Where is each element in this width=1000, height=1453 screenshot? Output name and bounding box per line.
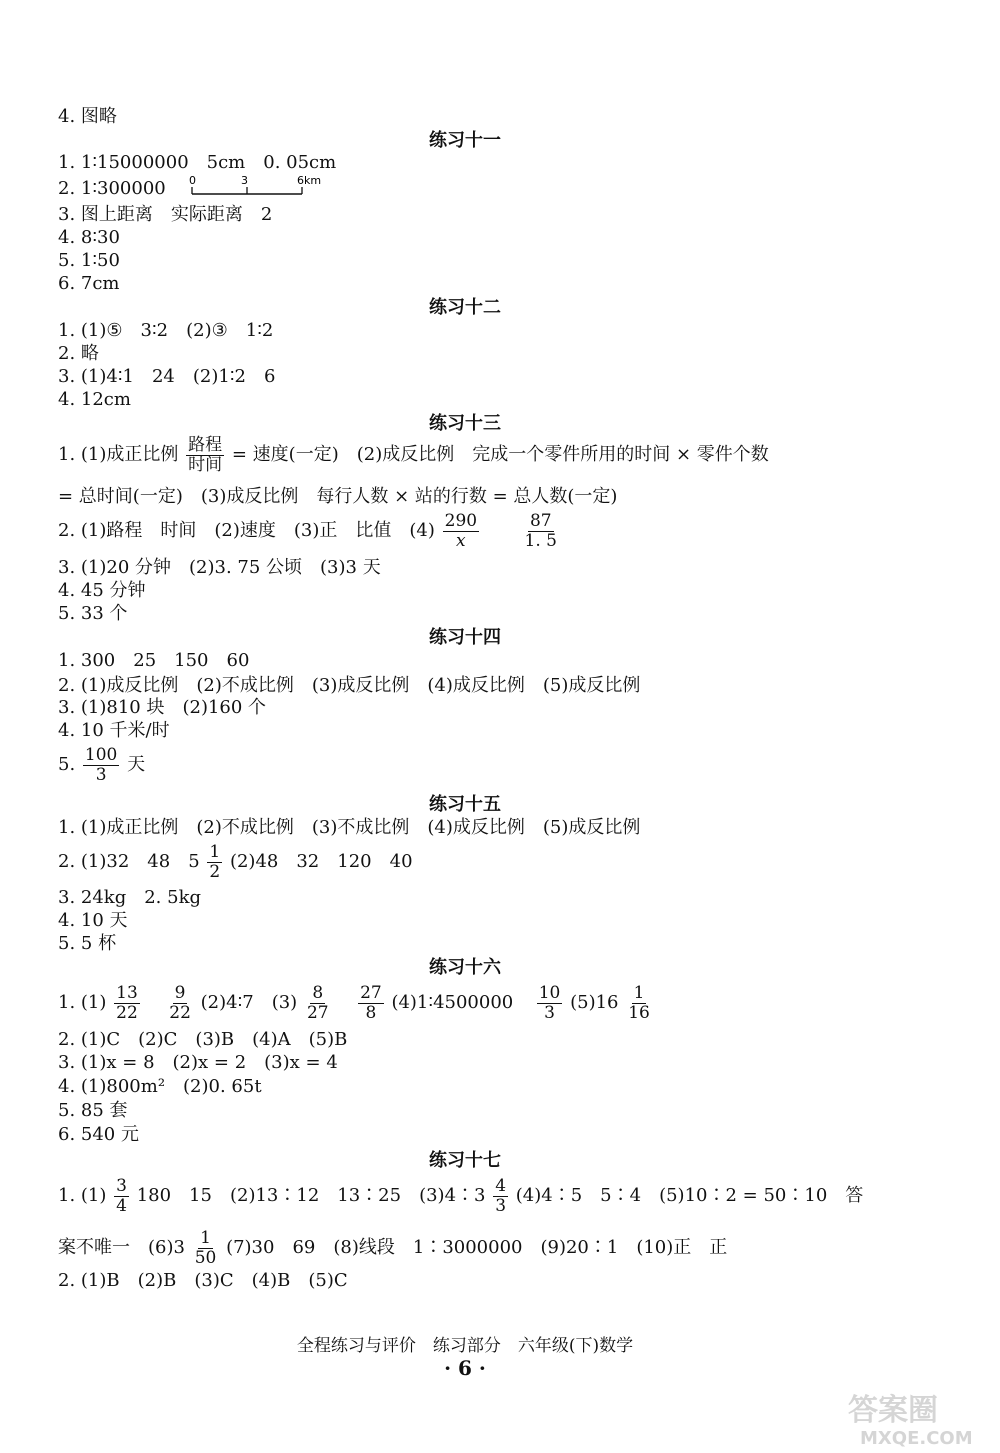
s13-line-1 — [58, 434, 769, 476]
s16-line-3: 3. (1)x = 8 (2)x = 2 (3)x = 4 — [58, 1052, 338, 1073]
s14-line-4: 4. 10 千米/时 — [58, 720, 170, 741]
fraction-denominator: 4 — [116, 1195, 127, 1216]
s16-line-1-d: (5)16 — [570, 992, 619, 1013]
section-title-17: 练习十七 — [429, 1150, 501, 1171]
s16-line-1-b: (2)4∶7 (3) — [200, 992, 298, 1013]
page-footer: 全程练习与评价 练习部分 六年级(下)数学 — [296, 1336, 634, 1356]
scale-label-3: 3 — [241, 175, 248, 187]
s14-line-5-b: 天 — [127, 754, 146, 775]
s14-line-3: 3. (1)810 块 (2)160 个 — [58, 697, 267, 718]
fraction-denominator: 2 — [209, 861, 221, 882]
fraction-numerator: 4 — [495, 1175, 507, 1196]
s15-line-2-b: (2)48 32 120 40 — [229, 851, 413, 872]
fraction-4-over-3 — [493, 1177, 508, 1216]
fraction-1-over-2 — [207, 843, 222, 882]
s15-line-3: 3. 24kg 2. 5kg — [58, 887, 202, 908]
s14-line-5-a: 5. — [58, 754, 76, 775]
fraction-numerator: 27 — [360, 982, 382, 1003]
s13-line-6: 5. 33 个 — [58, 603, 128, 624]
s12-line-2: 2. 略 — [58, 343, 99, 364]
fraction-100-over-3 — [83, 746, 119, 785]
fraction-numerator: 87 — [529, 510, 552, 531]
s16-line-4: 4. (1)800m² (2)0. 65t — [58, 1076, 262, 1097]
fraction-numerator: 290 — [444, 510, 478, 531]
scale-label-6km: 6km — [297, 175, 322, 187]
section-title-11: 练习十一 — [429, 130, 501, 151]
fraction-27-over-8 — [358, 984, 384, 1023]
s15-line-5: 5. 5 杯 — [58, 933, 117, 954]
fraction-distance-over-time — [186, 436, 224, 475]
fraction-3-over-4 — [114, 1177, 129, 1216]
section-title-12: 练习十二 — [429, 297, 501, 318]
fraction-denominator: 3 — [495, 1195, 507, 1216]
fraction-10-over-3 — [537, 984, 563, 1023]
s11-line-3: 3. 图上距离 实际距离 2 — [58, 204, 273, 225]
top-line: 4. 图略 — [58, 106, 117, 127]
fraction-numerator: 100 — [84, 744, 118, 765]
s16-line-1-a: 1. (1) — [58, 992, 107, 1013]
s14-line-2: 2. (1)成反比例 (2)不成比例 (3)成反比例 (4)成反比例 (5)成反比例 — [58, 675, 641, 696]
s11-line-2: 2. 1∶300000 — [58, 178, 166, 199]
scale-bar-diagram — [187, 175, 327, 197]
s17-line-1 — [58, 1173, 863, 1219]
fraction-1-over-50 — [193, 1229, 219, 1268]
section-title-13: 练习十三 — [429, 413, 501, 434]
page-number: · 6 · — [444, 1356, 486, 1380]
s17-line-1-b: 180 15 (2)13∶12 13∶25 (3)4∶3 — [136, 1185, 486, 1206]
s17-line-2-a: 案不唯一 (6)3 — [58, 1237, 185, 1258]
fraction-290-over-x — [443, 512, 479, 551]
s12-line-3: 3. (1)4∶1 24 (2)1∶2 6 — [58, 366, 276, 387]
fraction-denominator: 16 — [628, 1002, 650, 1023]
fraction-numerator: 8 — [312, 982, 324, 1003]
fraction-denominator: 22 — [116, 1002, 138, 1023]
s14-line-5 — [58, 743, 145, 787]
svg-text:答案圈: 答案圈 — [848, 1393, 938, 1428]
s11-line-4: 4. 8∶30 — [58, 227, 120, 248]
s13-line-5: 4. 45 分钟 — [58, 580, 146, 601]
s15-line-2-a: 2. (1)32 48 5 — [58, 851, 200, 872]
watermark-logo — [840, 1390, 990, 1450]
s12-line-4: 4. 12cm — [58, 389, 131, 410]
scale-label-0: 0 — [189, 175, 196, 187]
fraction-denominator: 时间 — [188, 454, 223, 475]
fraction-numerator: 3 — [116, 1175, 127, 1196]
s16-line-2: 2. (1)C (2)C (3)B (4)A (5)B — [58, 1029, 348, 1050]
section-title-15: 练习十五 — [429, 794, 501, 815]
s16-line-1 — [58, 980, 654, 1026]
section-title-14: 练习十四 — [429, 627, 501, 648]
fraction-numerator: 1 — [633, 982, 645, 1003]
fraction-numerator: 1 — [200, 1227, 211, 1248]
fraction-denominator: 27 — [306, 1002, 329, 1023]
fraction-denominator: 50 — [194, 1247, 217, 1268]
s12-line-1: 1. (1)⑤ 3∶2 (2)③ 1∶2 — [58, 320, 274, 341]
fraction-denominator: 22 — [169, 1002, 191, 1023]
fraction-numerator: 1 — [209, 841, 221, 862]
s17-line-3: 2. (1)B (2)B (3)C (4)B (5)C — [58, 1270, 348, 1291]
fraction-8-over-27 — [305, 984, 331, 1023]
fraction-denominator: x — [456, 530, 466, 551]
s13-line-4: 3. (1)20 分钟 (2)3. 75 公顷 (3)3 天 — [58, 557, 381, 578]
fraction-numerator: 10 — [538, 982, 561, 1003]
s13-line-3 — [58, 509, 561, 553]
s16-line-1-c: (4)1∶4500000 — [391, 992, 514, 1013]
s17-line-1-c: (4)4∶5 5∶4 (5)10∶2 = 50∶10 答 — [515, 1185, 864, 1206]
fraction-numerator: 13 — [116, 982, 138, 1003]
s15-line-4: 4. 10 天 — [58, 910, 128, 931]
fraction-13-over-22 — [114, 984, 140, 1023]
s17-line-2-b: (7)30 69 (8)线段 1∶3000000 (9)20∶1 (10)正 正 — [226, 1237, 728, 1258]
fraction-numerator: 9 — [174, 982, 186, 1003]
fraction-1-over-16 — [626, 984, 652, 1023]
fraction-87-over-1-5 — [523, 512, 559, 551]
fraction-9-over-22 — [167, 984, 193, 1023]
s15-line-1: 1. (1)成正比例 (2)不成比例 (3)不成比例 (4)成反比例 (5)成反比例 — [58, 817, 641, 838]
s14-line-1: 1. 300 25 150 60 — [58, 650, 250, 671]
svg-text:MXQE.COM: MXQE.COM — [860, 1428, 973, 1449]
fraction-denominator: 8 — [365, 1002, 377, 1023]
s15-line-2 — [58, 840, 413, 884]
s13-line-1-a: 1. (1)成正比例 — [58, 444, 179, 465]
s17-line-2 — [58, 1225, 727, 1271]
s13-line-1-b: = 速度(一定) (2)成反比例 完成一个零件所用的时间 × 零件个数 — [231, 444, 769, 465]
section-title-16: 练习十六 — [429, 957, 501, 978]
s17-line-1-a: 1. (1) — [58, 1185, 107, 1206]
fraction-denominator: 1. 5 — [524, 530, 557, 551]
s13-line-3-a: 2. (1)路程 时间 (2)速度 (3)正 比值 (4) — [58, 520, 435, 541]
fraction-denominator: 3 — [544, 1002, 555, 1023]
s13-line-2: = 总时间(一定) (3)成反比例 每行人数 × 站的行数 = 总人数(一定) — [58, 486, 618, 507]
s11-line-1: 1. 1∶15000000 5cm 0. 05cm — [58, 152, 337, 173]
s11-line-6: 6. 7cm — [58, 273, 120, 294]
fraction-numerator: 路程 — [188, 434, 223, 455]
s16-line-6: 6. 540 元 — [58, 1124, 139, 1145]
s11-line-5: 5. 1∶50 — [58, 250, 120, 271]
fraction-denominator: 3 — [95, 764, 107, 785]
s16-line-5: 5. 85 套 — [58, 1100, 128, 1121]
